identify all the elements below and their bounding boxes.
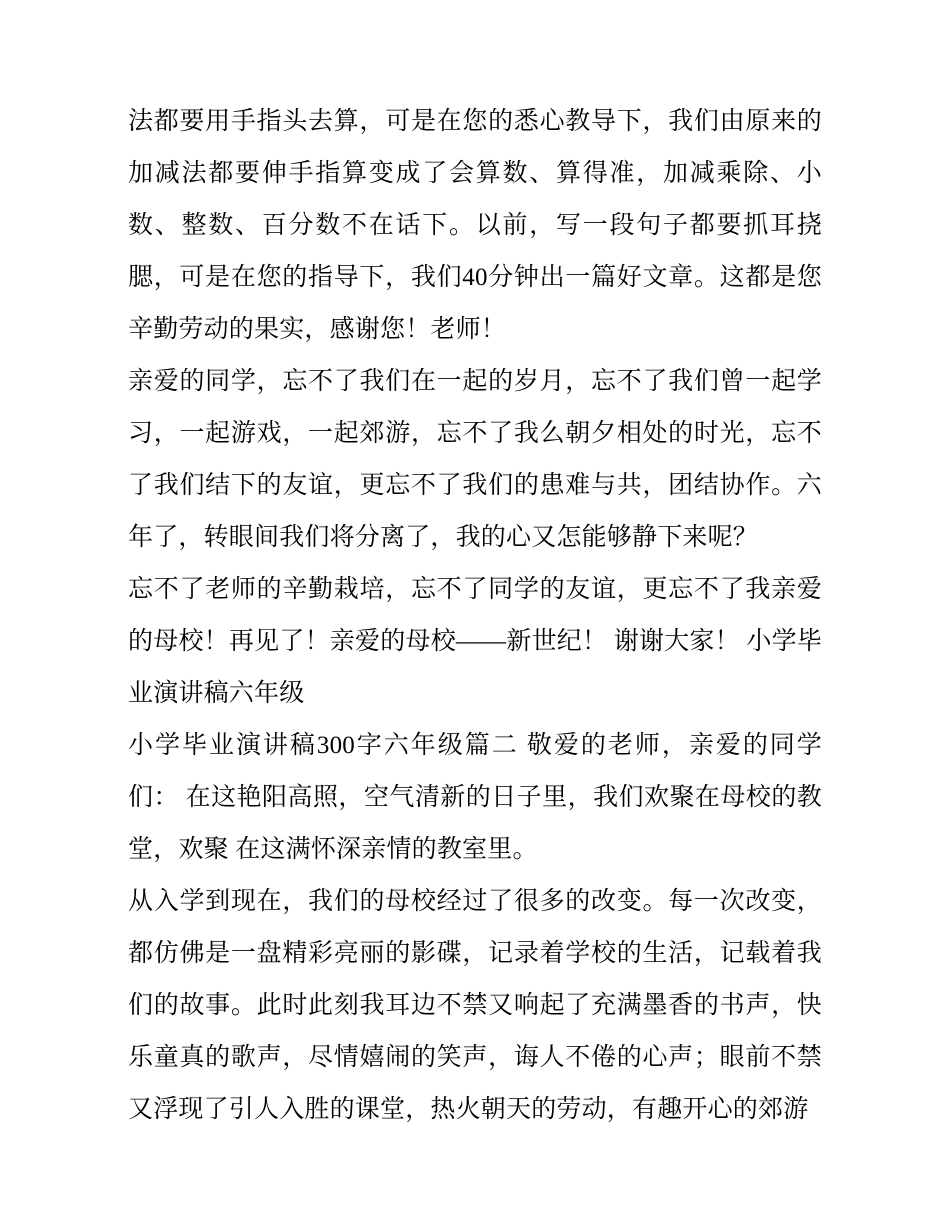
paragraph: 从入学到现在，我们的母校经过了很多的改变。每一次改变，都仿佛是一盘精彩亮丽的影碟，记录着学校的生活，记载着我们的故事。此时此刻我耳边不禁又响起了充满墨香的书声，快乐童真的歌声，尽情嬉闹的笑声，诲人不倦的心声；眼前不禁又浮现了引人入胜的课堂，热火朝天的劳动，有趣开心的郊游 xyxy=(128,888,822,1123)
paragraph: 忘不了老师的辛勤栽培，忘不了同学的友谊，更忘不了我亲爱的母校！再见了！亲爱的母校——新世纪！ 谢谢大家！ 小学毕业演讲稿六年级 xyxy=(128,576,822,707)
paragraph: 法都要用手指头去算，可是在您的悉心教导下，我们由原来的加减法都要伸手指算变成了会算数、算得准，加减乘除、小数、整数、百分数不在话下。以前，写一段句子都要抓耳挠腮，可是在您的指导下，我们40分钟出一篇好文章。这都是您辛勤劳动的果实，感谢您！老师！ xyxy=(128,108,822,343)
paragraph: 小学毕业演讲稿300字六年级篇二 敬爱的老师，亲爱的同学们： 在这艳阳高照，空气清新的日子里，我们欢聚在母校的教堂，欢聚 在这满怀深亲情的教室里。 xyxy=(128,732,822,863)
paragraph: 亲爱的同学，忘不了我们在一起的岁月，忘不了我们曾一起学习，一起游戏，一起郊游，忘不了我么朝夕相处的时光，忘不了我们结下的友谊，更忘不了我们的患难与共，团结协作。六年了，转眼间我们将分离了，我的心又怎能够静下来呢？ xyxy=(128,368,822,551)
document-body xyxy=(128,96,822,1136)
